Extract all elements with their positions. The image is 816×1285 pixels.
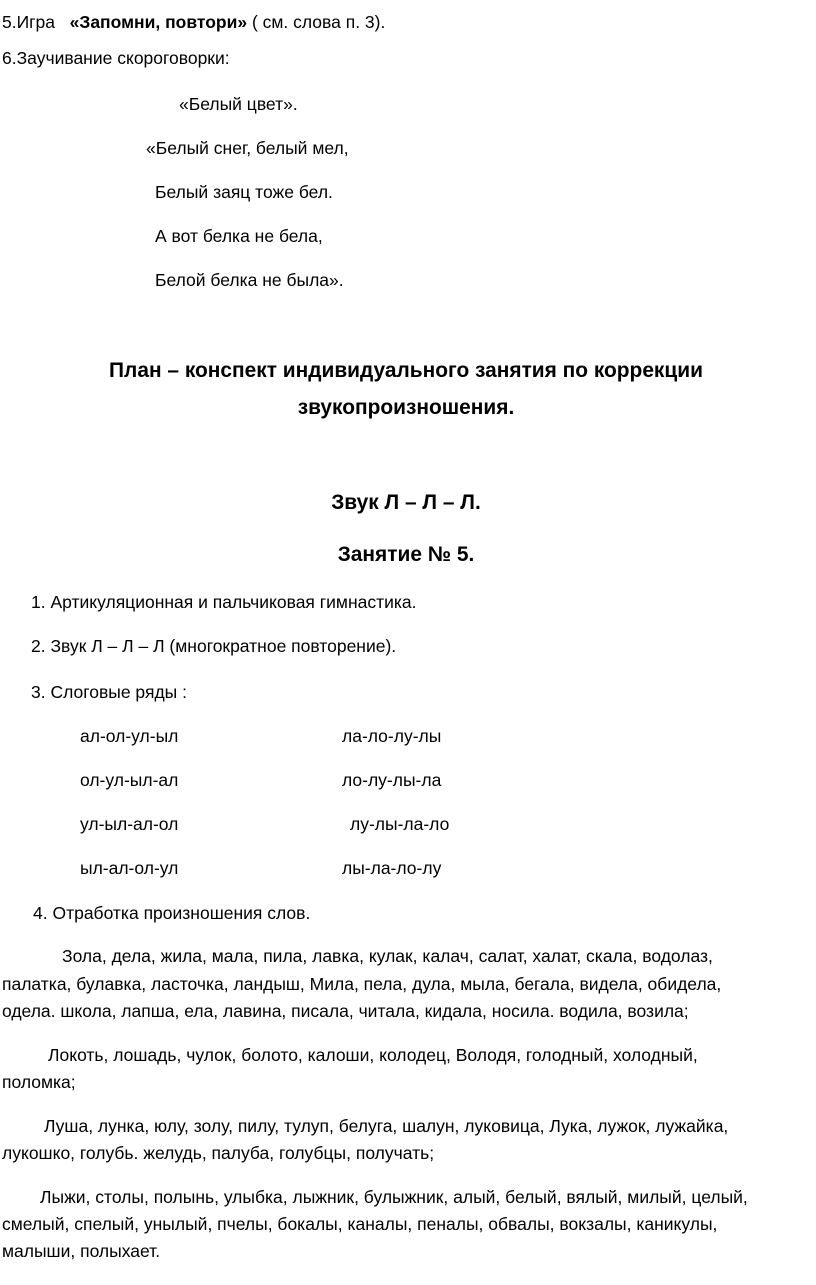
syllable-row-right: ла-ло-лу-лы (342, 726, 442, 746)
word-paragraph-line: Зола, дела, жила, мала, пила, лавка, кулак, калач, салат, халат, скала, водолаз, (62, 946, 713, 966)
plan-title-continued: звукопроизношения. (297, 396, 515, 419)
poem-line: «Белый снег, белый мел, (146, 138, 349, 158)
syllable-row-left: ал-ол-ул-ыл (80, 726, 179, 746)
word-paragraph-line: лукошко, голубь. желудь, палуба, голубцы, получать; (2, 1143, 435, 1163)
list-item: 3. Слоговые ряды : (31, 682, 187, 702)
word-paragraph-line: малыши, полыхает. (2, 1241, 161, 1261)
syllable-row-right: лы-ла-ло-лу (342, 858, 442, 878)
syllable-row-left: ыл-ал-ол-ул (80, 858, 179, 878)
poem-line: А вот белка не бела, (155, 226, 323, 246)
poem-line: Белый заяц тоже бел. (155, 182, 333, 202)
tongue-twister-intro: 6.Заучивание скороговорки: (2, 48, 230, 68)
poem-title: «Белый цвет». (179, 94, 298, 114)
game-suffix: ( см. слова п. 3). (251, 12, 386, 32)
syllable-row-right: ло-лу-лы-ла (342, 770, 442, 790)
list-item: 4. Отработка произношения слов. (33, 903, 311, 923)
syllable-row-left: ул-ыл-ал-ол (80, 814, 179, 834)
poem-line: Белой белка не была». (155, 270, 344, 290)
word-paragraph-line: смелый, спелый, унылый, пчелы, бокалы, каналы, пеналы, обвалы, вокзалы, каникулы, (2, 1214, 718, 1234)
list-item: 2. Звук Л – Л – Л (многократное повторение). (31, 636, 397, 656)
sound-heading: Звук Л – Л – Л. (331, 491, 481, 514)
game-line (2, 12, 385, 34)
lesson-heading: Занятие № 5. (337, 543, 475, 566)
word-paragraph-line: поломка; (2, 1072, 76, 1092)
word-paragraph-line: Луша, лунка, юлу, золу, пилу, тулуп, белуга, шалун, луковица, Лука, лужок, лужайка, (44, 1116, 729, 1136)
list-item: 1. Артикуляционная и пальчиковая гимнастика. (31, 592, 417, 612)
syllable-row-right: лу-лы-ла-ло (350, 814, 450, 834)
game-prefix: 5.Игра (2, 12, 56, 32)
word-paragraph-line: Локоть, лошадь, чулок, болото, калоши, колодец, Володя, голодный, холодный, (48, 1045, 698, 1065)
word-paragraph-line: Лыжи, столы, полынь, улыбка, лыжник, булыжник, алый, белый, вялый, милый, целый, (40, 1187, 748, 1207)
plan-title: План – конспект индивидуального занятия по коррекции (109, 359, 703, 382)
syllable-row-left: ол-ул-ыл-ал (80, 770, 179, 790)
word-paragraph-line: одела. школа, лапша, ела, лавина, писала, читала, кидала, носила. водила, возила; (2, 1001, 689, 1021)
word-paragraph-line: палатка, булавка, ласточка, ландыш, Мила, пела, дула, мыла, бегала, видела, обидела, (2, 974, 722, 994)
game-title: «Запомни, повтори» (69, 12, 248, 32)
